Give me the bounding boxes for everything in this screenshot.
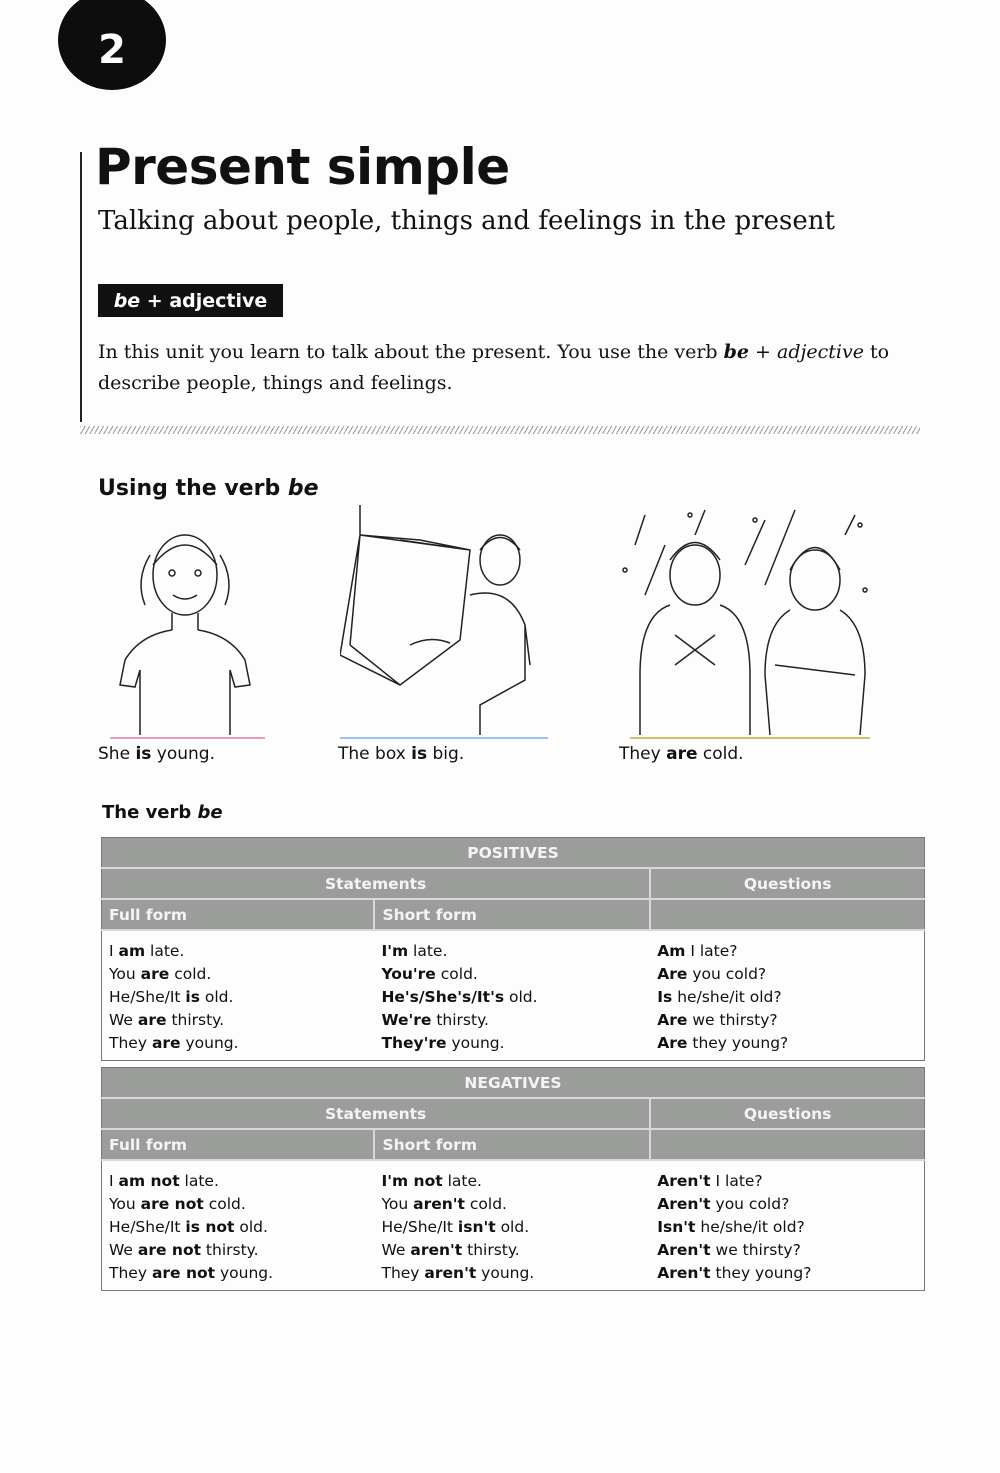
cell-text: late. bbox=[408, 941, 448, 960]
cell-verb: Are bbox=[657, 1033, 688, 1052]
cell-text: young. bbox=[446, 1033, 505, 1052]
cell-text: thirsty. bbox=[166, 1010, 225, 1029]
cell-text: old. bbox=[504, 987, 538, 1006]
cell-text: he/she/it old? bbox=[695, 1217, 805, 1236]
intro-paragraph bbox=[98, 337, 898, 399]
question-cell bbox=[650, 985, 924, 1008]
full-form-cell bbox=[102, 1238, 375, 1261]
cell-text: You bbox=[381, 1194, 414, 1213]
cell-verb: Aren't bbox=[657, 1240, 711, 1259]
section-heading bbox=[98, 476, 319, 501]
statements-header: Statements bbox=[102, 1098, 651, 1129]
cell-text: young. bbox=[476, 1263, 535, 1282]
table-heading bbox=[102, 802, 223, 823]
cell-text: young. bbox=[180, 1033, 239, 1052]
cell-text: He/She/It bbox=[109, 987, 186, 1006]
cell-text: we thirsty? bbox=[710, 1240, 801, 1259]
cell-verb: They're bbox=[381, 1033, 447, 1052]
cell-text: We bbox=[109, 1010, 138, 1029]
short-form-cell bbox=[374, 962, 650, 985]
cell-text: you cold? bbox=[710, 1194, 790, 1213]
cell-text: You bbox=[109, 1194, 141, 1213]
section-heading-em: be bbox=[287, 476, 319, 501]
cell-verb: Am bbox=[657, 941, 686, 960]
intro-plus: + bbox=[749, 341, 778, 363]
cell-verb: Are bbox=[657, 964, 688, 983]
table-row bbox=[102, 985, 925, 1008]
cell-text: late. bbox=[442, 1171, 482, 1190]
table-heading-text: The verb bbox=[102, 802, 198, 823]
cell-verb: Aren't bbox=[657, 1171, 711, 1190]
table-row bbox=[102, 930, 925, 962]
cell-verb: are bbox=[140, 964, 170, 983]
cell-text: young. bbox=[215, 1263, 274, 1282]
cell-verb: aren't bbox=[413, 1194, 465, 1213]
question-cell bbox=[650, 1031, 924, 1061]
cell-verb: am bbox=[118, 941, 146, 960]
cell-text: cold. bbox=[435, 964, 478, 983]
cell-verb: I'm bbox=[381, 941, 409, 960]
caption-cold bbox=[619, 744, 744, 764]
cell-text: We bbox=[381, 1240, 411, 1259]
intro-text-end: to describe people, things and feelings. bbox=[98, 341, 890, 394]
cell-verb: are not bbox=[151, 1263, 216, 1282]
table-row bbox=[102, 1215, 925, 1238]
cell-text: thirsty. bbox=[462, 1240, 520, 1259]
caption-text: young. bbox=[151, 744, 215, 764]
full-form-cell bbox=[102, 985, 375, 1008]
cell-text: We bbox=[109, 1240, 138, 1259]
negatives-table bbox=[101, 1067, 925, 1291]
table-title: POSITIVES bbox=[102, 838, 925, 869]
question-cell bbox=[650, 1238, 924, 1261]
cell-text: I bbox=[109, 941, 119, 960]
caption-text: The box bbox=[338, 744, 412, 764]
cell-verb: Are bbox=[657, 1010, 688, 1029]
cell-text: thirsty. bbox=[431, 1010, 489, 1029]
cell-verb: Aren't bbox=[657, 1263, 711, 1282]
cell-verb: are not bbox=[140, 1194, 204, 1213]
cell-text: They bbox=[109, 1033, 152, 1052]
cell-verb: Aren't bbox=[657, 1194, 711, 1213]
cell-text: late. bbox=[179, 1171, 219, 1190]
intro-text: In this unit you learn to talk about the present. You use the verb bbox=[98, 341, 724, 363]
question-cell bbox=[650, 930, 924, 962]
cell-verb: We're bbox=[381, 1010, 432, 1029]
table-row bbox=[102, 1261, 925, 1291]
table-title: NEGATIVES bbox=[102, 1068, 925, 1099]
cold-people-illustration bbox=[615, 505, 875, 745]
cell-text: I late? bbox=[710, 1171, 763, 1190]
full-form-cell bbox=[102, 1031, 375, 1061]
full-form-cell bbox=[102, 1160, 375, 1192]
full-form-cell bbox=[102, 1008, 375, 1031]
caption-big bbox=[338, 744, 464, 764]
cell-verb: am not bbox=[118, 1171, 180, 1190]
full-form-cell bbox=[102, 1215, 375, 1238]
cell-verb: You're bbox=[381, 964, 436, 983]
cell-verb: Is bbox=[657, 987, 673, 1006]
positives-table bbox=[101, 837, 925, 1061]
table-row bbox=[102, 1031, 925, 1061]
short-form-cell bbox=[374, 1261, 650, 1291]
cell-text: They bbox=[381, 1263, 425, 1282]
cell-text: cold. bbox=[464, 1194, 507, 1213]
intro-adjective: adjective bbox=[777, 341, 864, 363]
question-cell bbox=[650, 1261, 924, 1291]
girl-illustration bbox=[110, 505, 270, 745]
short-form-cell bbox=[374, 1192, 650, 1215]
margin-rule bbox=[80, 152, 82, 422]
cell-text: old. bbox=[495, 1217, 530, 1236]
page-title: Present simple bbox=[95, 138, 510, 196]
unit-number-badge: 2 bbox=[58, 0, 166, 90]
cell-verb: aren't bbox=[410, 1240, 463, 1259]
cell-verb: are bbox=[137, 1010, 167, 1029]
cell-text: I late? bbox=[685, 941, 738, 960]
short-form-cell bbox=[374, 1238, 650, 1261]
cell-text: thirsty. bbox=[201, 1240, 259, 1259]
table-heading-em: be bbox=[197, 802, 223, 823]
cell-verb: aren't bbox=[424, 1263, 477, 1282]
topic-tag bbox=[98, 284, 283, 317]
cell-verb: Isn't bbox=[657, 1217, 696, 1236]
cell-text: old. bbox=[199, 987, 234, 1006]
question-cell bbox=[650, 962, 924, 985]
question-cell bbox=[650, 1160, 924, 1192]
cell-text: cold. bbox=[203, 1194, 246, 1213]
cell-verb: are bbox=[151, 1033, 181, 1052]
full-form-cell bbox=[102, 930, 375, 962]
cell-text: they young? bbox=[710, 1263, 812, 1282]
caption-verb: is bbox=[135, 744, 152, 764]
cell-verb: isn't bbox=[457, 1217, 496, 1236]
cell-text: I bbox=[109, 1171, 119, 1190]
table-row bbox=[102, 962, 925, 985]
divider bbox=[80, 426, 920, 434]
short-form-header: Short form bbox=[374, 899, 650, 930]
caption-young bbox=[98, 744, 215, 764]
question-cell bbox=[650, 1008, 924, 1031]
man-with-box-illustration bbox=[340, 505, 550, 745]
short-form-cell bbox=[374, 1160, 650, 1192]
full-form-header: Full form bbox=[102, 1129, 375, 1160]
section-heading-text: Using the verb bbox=[98, 476, 288, 501]
short-form-cell bbox=[374, 985, 650, 1008]
cell-verb: I'm not bbox=[381, 1171, 443, 1190]
questions-header: Questions bbox=[650, 868, 924, 899]
cell-text: he/she/it old? bbox=[672, 987, 782, 1006]
cell-text: old. bbox=[234, 1217, 268, 1236]
caption-verb: are bbox=[666, 744, 698, 764]
cell-verb: He's/She's/It's bbox=[381, 987, 505, 1006]
cell-text: He/She/It bbox=[381, 1217, 458, 1236]
question-cell bbox=[650, 1192, 924, 1215]
caption-verb: is bbox=[411, 744, 428, 764]
intro-be: be bbox=[723, 341, 750, 363]
cell-text: they young? bbox=[687, 1033, 789, 1052]
tag-adjective: + adjective bbox=[140, 289, 268, 312]
tag-be: be bbox=[113, 289, 141, 312]
full-form-cell bbox=[102, 1192, 375, 1215]
cell-text: They bbox=[109, 1263, 152, 1282]
cell-text: You bbox=[109, 964, 141, 983]
short-form-header: Short form bbox=[374, 1129, 650, 1160]
short-form-cell bbox=[374, 930, 650, 962]
question-cell bbox=[650, 1215, 924, 1238]
caption-text: cold. bbox=[697, 744, 744, 764]
table-row bbox=[102, 1192, 925, 1215]
caption-text: She bbox=[98, 744, 136, 764]
questions-header: Questions bbox=[650, 1098, 924, 1129]
statements-header: Statements bbox=[102, 868, 651, 899]
short-form-cell bbox=[374, 1215, 650, 1238]
questions-subheader bbox=[650, 899, 924, 930]
full-form-header: Full form bbox=[102, 899, 375, 930]
cell-text: we thirsty? bbox=[687, 1010, 778, 1029]
cell-text: cold. bbox=[169, 964, 212, 983]
table-row bbox=[102, 1238, 925, 1261]
cell-verb: is not bbox=[185, 1217, 235, 1236]
questions-subheader bbox=[650, 1129, 924, 1160]
full-form-cell bbox=[102, 1261, 375, 1291]
cell-verb: are not bbox=[137, 1240, 201, 1259]
short-form-cell bbox=[374, 1008, 650, 1031]
page-subtitle: Talking about people, things and feelings in the present bbox=[98, 206, 835, 236]
full-form-cell bbox=[102, 962, 375, 985]
short-form-cell bbox=[374, 1031, 650, 1061]
caption-text: big. bbox=[427, 744, 465, 764]
table-row bbox=[102, 1008, 925, 1031]
cell-text: He/She/It bbox=[109, 1217, 186, 1236]
cell-text: you cold? bbox=[687, 964, 767, 983]
cell-text: late. bbox=[145, 941, 185, 960]
caption-text: They bbox=[619, 744, 667, 764]
table-row bbox=[102, 1160, 925, 1192]
cell-verb: is bbox=[185, 987, 200, 1006]
